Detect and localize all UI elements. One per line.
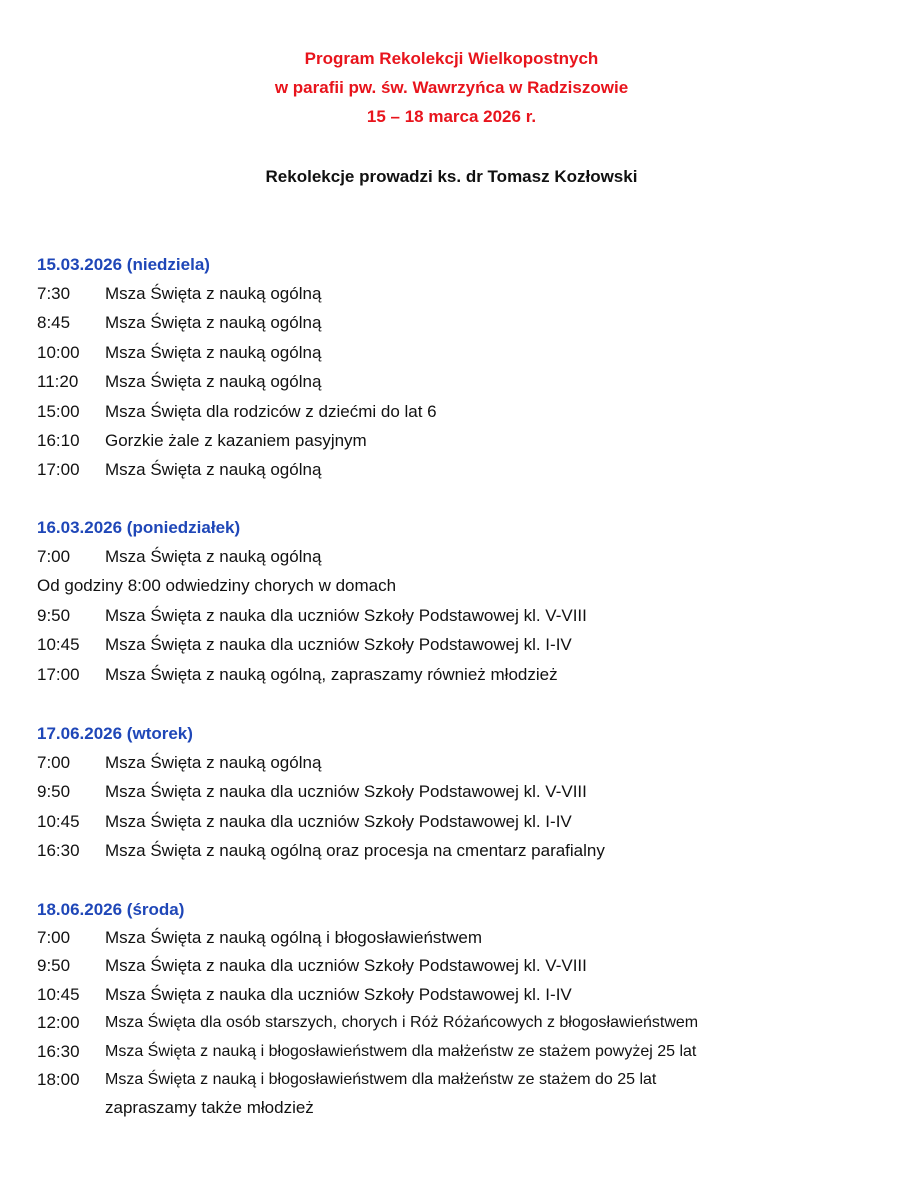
event-description: Msza Święta z nauką ogólną xyxy=(105,460,322,480)
day-header: 16.03.2026 (poniedziałek) xyxy=(37,518,241,537)
time: 10:45 xyxy=(37,811,80,831)
time: 10:00 xyxy=(37,342,80,362)
time: 10:45 xyxy=(37,984,80,1004)
event-description: Msza Święta z nauką ogólną, zapraszamy również młodzież xyxy=(105,664,558,684)
time: 9:50 xyxy=(37,782,71,802)
day-header: 15.03.2026 (niedziela) xyxy=(37,255,210,274)
schedule-row xyxy=(37,777,887,806)
time: 16:30 xyxy=(37,1041,80,1061)
schedule-row xyxy=(37,630,887,659)
program-title-line-1: Program Rekolekcji Wielkopostnych xyxy=(304,49,599,68)
schedule-row xyxy=(37,836,887,865)
event-description: Msza Święta z nauka dla uczniów Szkoły Podstawowej kl. V-VIII xyxy=(105,956,587,976)
schedule-row xyxy=(37,748,887,777)
time: 17:00 xyxy=(37,664,80,684)
schedule-row xyxy=(37,426,887,455)
schedule-row xyxy=(37,1009,887,1037)
time: 11:20 xyxy=(37,372,79,392)
event-description: Msza Święta z nauką i błogosławieństwem dla małżeństw ze stażem do 25 lat xyxy=(105,1070,657,1088)
event-description: Msza Święta z nauka dla uczniów Szkoły Podstawowej kl. I-IV xyxy=(105,811,572,831)
event-description: Msza Święta dla osób starszych, chorych i Róż Różańcowych z błogosławieństwem xyxy=(105,1014,699,1032)
time: 8:45 xyxy=(37,313,71,333)
day-section-wednesday xyxy=(37,895,887,1122)
schedule-note: Od godziny 8:00 odwiedziny chorych w domach xyxy=(37,576,397,596)
time: 9:50 xyxy=(37,605,71,625)
event-description: Msza Święta z nauką ogólną i błogosławieństwem xyxy=(105,928,483,947)
time: 7:00 xyxy=(37,753,71,772)
schedule-row xyxy=(37,367,887,396)
event-description: Msza Święta z nauką ogólną xyxy=(105,753,322,772)
schedule-row xyxy=(37,660,887,689)
schedule-row xyxy=(37,338,887,367)
schedule-row xyxy=(37,397,887,426)
time: 18:00 xyxy=(37,1069,80,1089)
event-description: Msza Święta dla rodziców z dziećmi do lat 6 xyxy=(105,401,437,421)
schedule-row xyxy=(37,981,887,1009)
retreat-leader: Rekolekcje prowadzi ks. dr Tomasz Kozłowski xyxy=(265,167,638,186)
time: 10:45 xyxy=(37,635,80,655)
program-title-line-2: w parafii pw. św. Wawrzyńca w Radziszowie xyxy=(274,78,629,97)
event-description: Msza Święta z nauka dla uczniów Szkoły Podstawowej kl. V-VIII xyxy=(105,782,587,802)
time: 17:00 xyxy=(37,460,80,480)
time: 15:00 xyxy=(37,401,80,421)
event-description: Msza Święta z nauką ogólną xyxy=(105,313,322,333)
time: 7:00 xyxy=(37,547,71,566)
day-section-sunday xyxy=(37,250,887,485)
schedule-row xyxy=(37,924,887,952)
event-description: Msza Święta z nauką i błogosławieństwem dla małżeństw ze stażem powyżej 25 lat xyxy=(105,1042,697,1060)
time: 7:30 xyxy=(37,284,71,303)
day-section-monday xyxy=(37,513,887,689)
event-description: Msza Święta z nauka dla uczniów Szkoły Podstawowej kl. I-IV xyxy=(105,635,572,655)
schedule-row xyxy=(37,279,887,308)
schedule-row xyxy=(37,1066,887,1094)
event-description: Gorzkie żale z kazaniem pasyjnym xyxy=(105,430,367,450)
event-description: Msza Święta z nauką ogólną oraz procesja na cmentarz parafialny xyxy=(105,841,605,861)
event-description: Msza Święta z nauką ogólną xyxy=(105,372,322,392)
time: 9:50 xyxy=(37,956,71,976)
schedule-row xyxy=(37,542,887,571)
time: 16:10 xyxy=(37,430,80,450)
event-description: Msza Święta z nauką ogólną xyxy=(105,342,322,362)
time: 16:30 xyxy=(37,841,80,861)
event-description: Msza Święta z nauką ogólną xyxy=(105,547,322,566)
event-description: Msza Święta z nauka dla uczniów Szkoły Podstawowej kl. I-IV xyxy=(105,984,572,1004)
time: 12:00 xyxy=(37,1013,80,1033)
program-dates: 15 – 18 marca 2026 r. xyxy=(366,107,537,126)
schedule-row xyxy=(37,807,887,836)
schedule-row xyxy=(37,1038,887,1066)
event-description: Msza Święta z nauką ogólną xyxy=(105,284,322,303)
schedule-row xyxy=(37,601,887,630)
event-description-continuation: zapraszamy także młodzież xyxy=(105,1098,314,1118)
time: 7:00 xyxy=(37,928,71,947)
schedule-row xyxy=(37,952,887,980)
schedule-row xyxy=(37,455,887,484)
day-header: 18.06.2026 (środa) xyxy=(37,900,185,919)
day-section-tuesday xyxy=(37,719,887,866)
event-description: Msza Święta z nauka dla uczniów Szkoły Podstawowej kl. V-VIII xyxy=(105,605,587,625)
day-header: 17.06.2026 (wtorek) xyxy=(37,724,193,743)
schedule-row xyxy=(37,308,887,337)
